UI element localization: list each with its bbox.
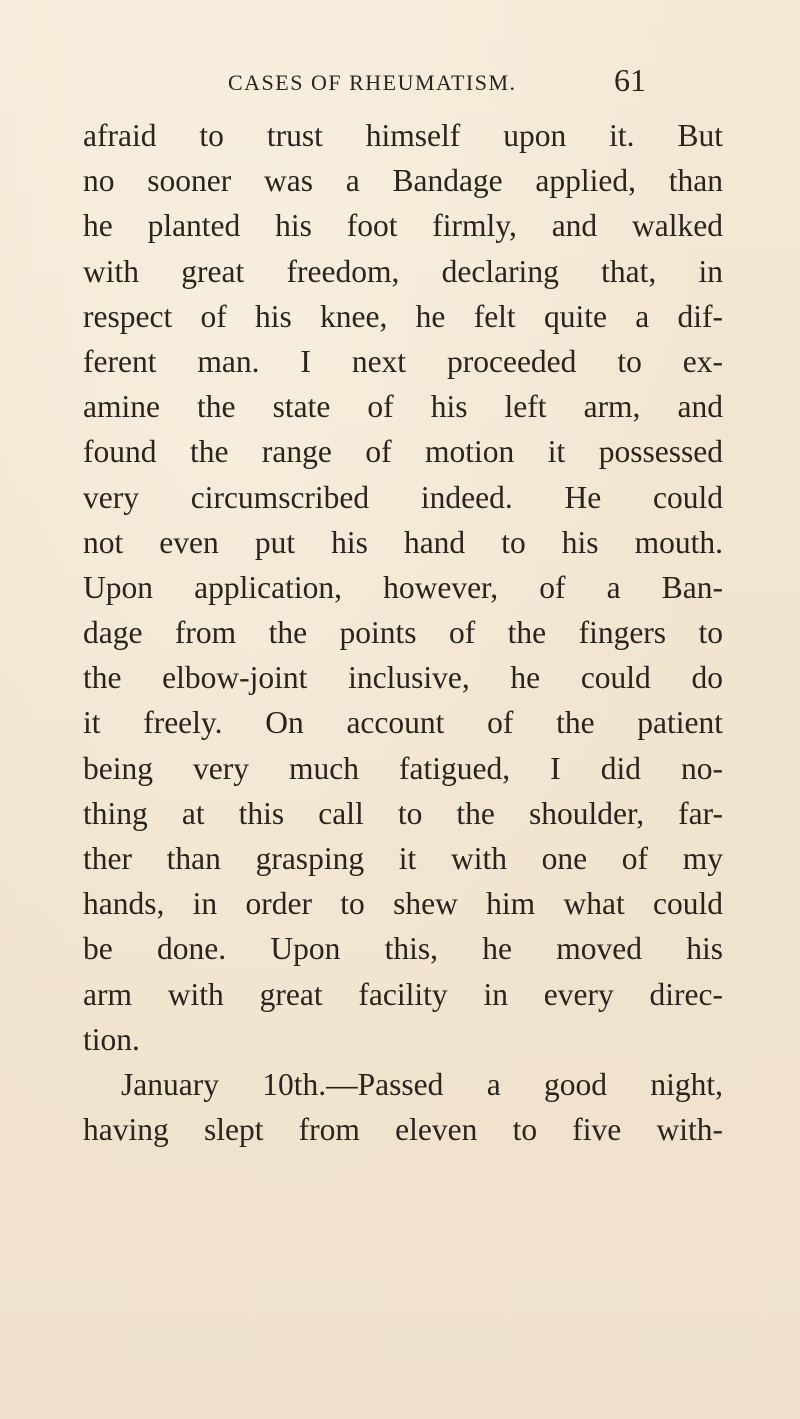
text-line: ferent man. I next proceeded to ex- bbox=[83, 343, 723, 379]
text-line: not even put his hand to his mouth. bbox=[83, 524, 723, 560]
text-line: respect of his knee, he felt quite a dif- bbox=[83, 298, 723, 334]
text-line: afraid to trust himself upon it. But bbox=[83, 118, 723, 153]
text-line: Upon application, however, of a Ban- bbox=[83, 569, 723, 605]
page-header bbox=[0, 62, 800, 102]
text-line: ther than grasping it with one of my bbox=[83, 841, 723, 876]
text-line: dage from the points of the fingers to bbox=[83, 615, 723, 651]
text-line: arm with great facility in every direc- bbox=[83, 976, 723, 1012]
body-text bbox=[83, 113, 723, 1152]
running-head: CASES OF RHEUMATISM. bbox=[228, 70, 517, 95]
text-line: be done. Upon this, he moved his bbox=[83, 931, 723, 967]
text-line: thing at this call to the shoulder, far- bbox=[83, 795, 723, 831]
text-line: no sooner was a Bandage applied, than bbox=[83, 163, 723, 199]
text-line: very circumscribed indeed. He could bbox=[83, 479, 723, 515]
text-line: tion. bbox=[83, 1021, 140, 1057]
text-line: having slept from eleven to five with- bbox=[83, 1112, 723, 1148]
text-line: it freely. On account of the patient bbox=[83, 705, 723, 741]
text-line: being very much fatigued, I did no- bbox=[83, 750, 723, 786]
page-number: 61 bbox=[614, 62, 646, 98]
text-line: January 10th.—Passed a good night, bbox=[121, 1066, 723, 1102]
text-line: hands, in order to shew him what could bbox=[83, 886, 723, 922]
text-line: the elbow-joint inclusive, he could do bbox=[83, 660, 723, 696]
text-line: with great freedom, declaring that, in bbox=[83, 253, 723, 289]
text-line: found the range of motion it possessed bbox=[83, 434, 723, 470]
text-line: he planted his foot firmly, and walked bbox=[83, 208, 723, 244]
text-line: amine the state of his left arm, and bbox=[83, 389, 723, 425]
